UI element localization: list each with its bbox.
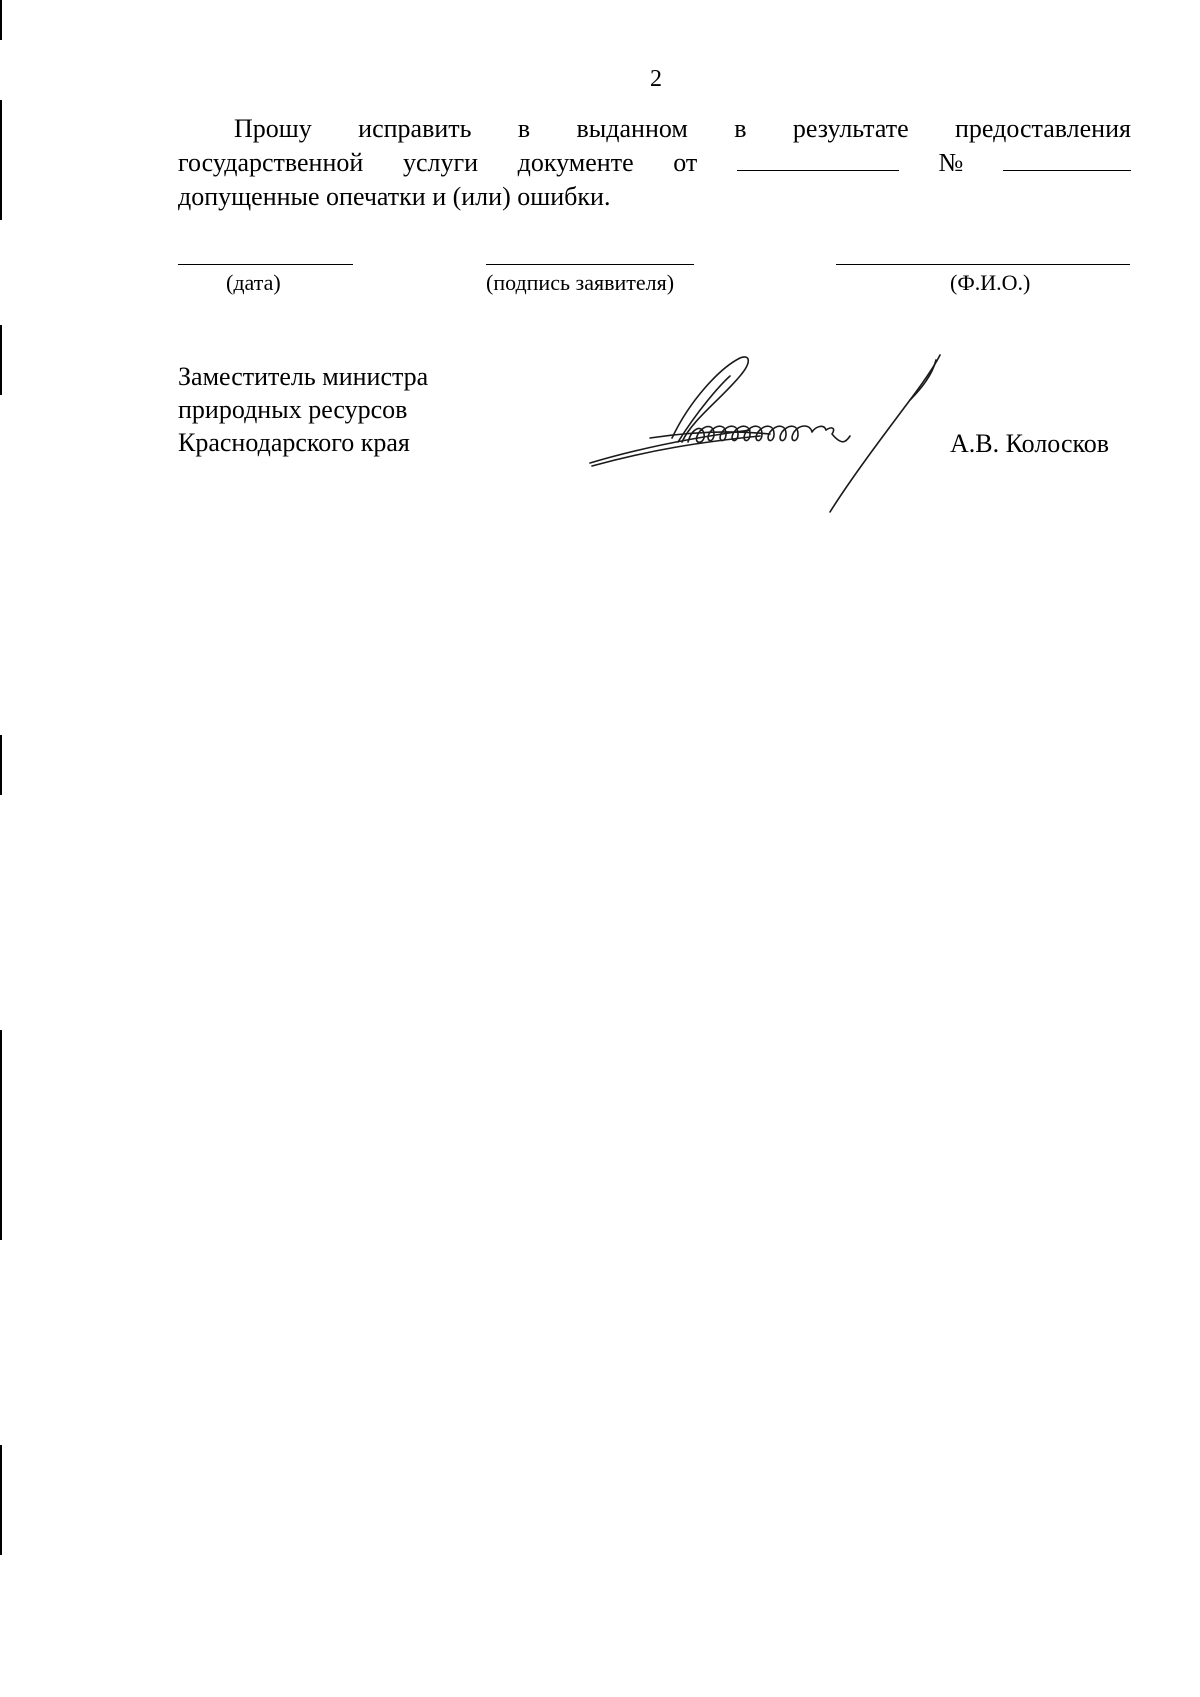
position-line: Краснодарского края xyxy=(178,428,410,457)
paragraph-line-2 xyxy=(178,146,1131,180)
official-position xyxy=(178,360,428,459)
scan-edge-mark xyxy=(0,100,2,220)
word: в xyxy=(734,114,747,143)
scan-edge-mark xyxy=(0,735,2,795)
scan-edge-mark xyxy=(0,0,2,40)
name-caption: (Ф.И.О.) xyxy=(950,270,1031,295)
word: исправить xyxy=(358,114,472,143)
position-line: природных ресурсов xyxy=(178,395,408,424)
paragraph-line-1 xyxy=(178,112,1131,146)
document-date-blank[interactable] xyxy=(737,150,899,171)
date-line[interactable] xyxy=(178,264,353,265)
paragraph-line-3: допущенные опечатки и (или) ошибки. xyxy=(178,182,611,211)
word: в xyxy=(517,114,531,143)
scan-edge-mark xyxy=(0,325,2,395)
document-number-blank[interactable] xyxy=(1003,150,1131,171)
word: от xyxy=(673,148,698,177)
word: результате xyxy=(792,114,909,143)
word: услуги xyxy=(402,148,479,177)
word: государственной xyxy=(178,148,364,177)
word: Прошу xyxy=(234,114,312,143)
scan-edge-mark xyxy=(0,1030,2,1240)
number-sign: № xyxy=(938,148,964,177)
word: документе xyxy=(517,148,634,177)
scan-edge-mark xyxy=(0,1445,2,1555)
position-line: Заместитель министра xyxy=(178,362,429,391)
request-paragraph xyxy=(178,112,1131,214)
handwritten-signature xyxy=(580,350,1000,520)
word: выданном xyxy=(576,114,688,143)
word: предоставления xyxy=(954,114,1131,143)
date-caption: (дата) xyxy=(226,270,281,295)
signer-name: А.В. Колосков xyxy=(950,429,1110,458)
signature-caption: (подпись заявителя) xyxy=(486,270,675,295)
page-number: 2 xyxy=(650,66,662,92)
name-line[interactable] xyxy=(836,264,1130,265)
signature-line[interactable] xyxy=(486,264,694,265)
